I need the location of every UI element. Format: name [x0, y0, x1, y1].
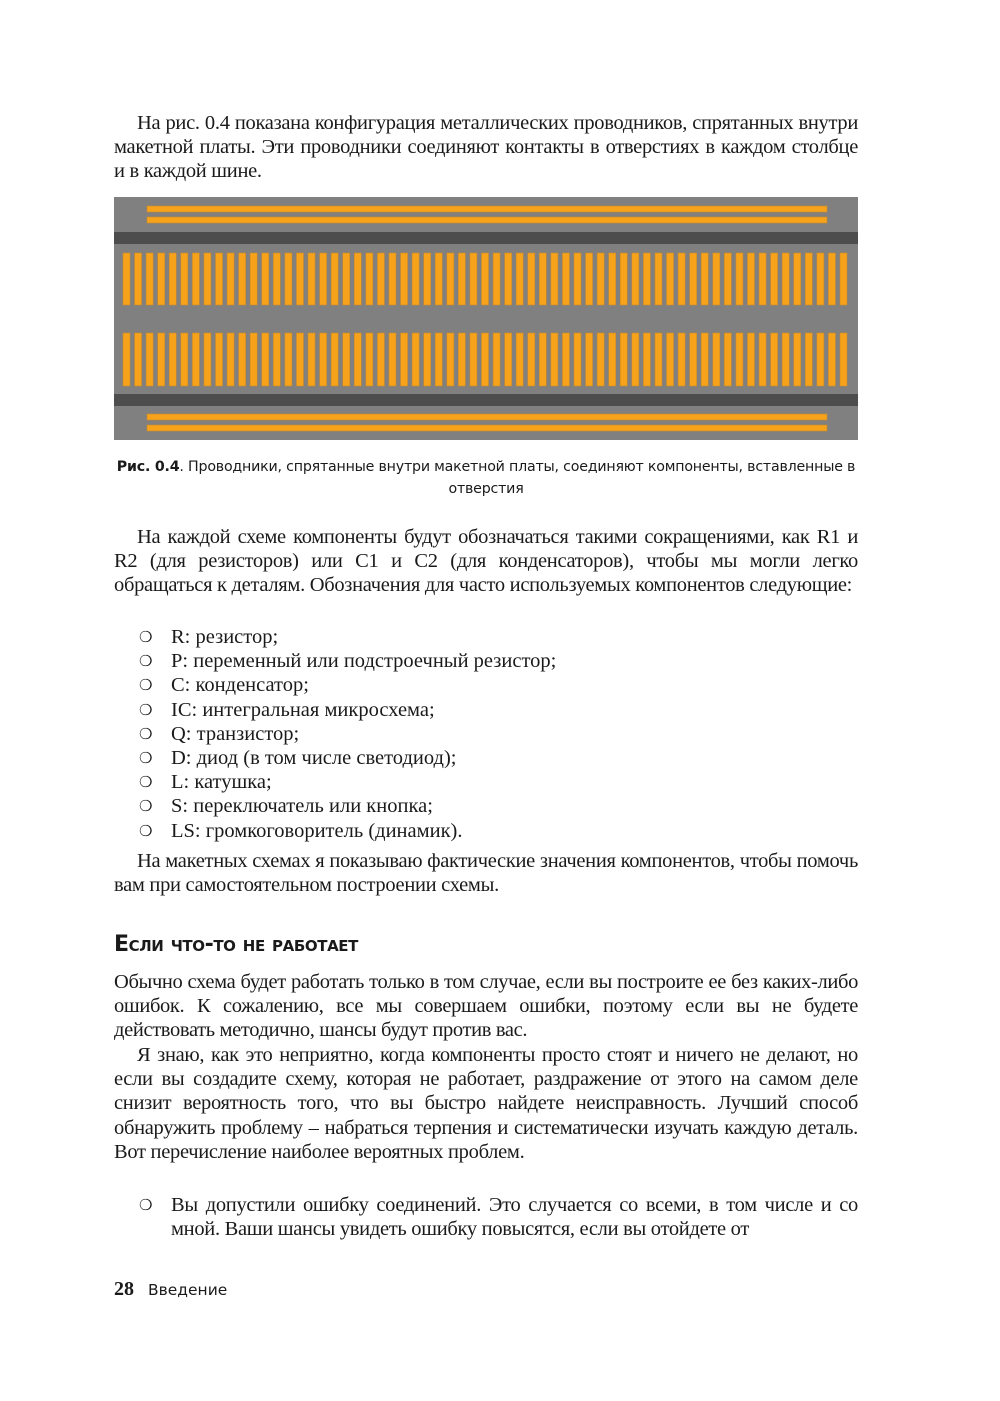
column-strip-upper [574, 253, 581, 305]
column-strip-lower [505, 333, 512, 386]
column-strip-lower [470, 333, 477, 386]
component-list-item-text: P: переменный или подстроечный резистор; [171, 650, 557, 673]
column-strip-lower [458, 333, 465, 386]
column-strip-lower [412, 333, 419, 386]
problem-list [114, 1193, 858, 1241]
column-strip-upper [701, 253, 708, 305]
column-strip-lower [204, 333, 211, 386]
component-list-item [114, 794, 858, 818]
column-strip-upper [447, 253, 454, 305]
power-rail-top [147, 217, 827, 223]
column-strip-lower [343, 333, 350, 386]
column-strip-upper [493, 253, 500, 305]
power-rail-bottom [147, 414, 827, 420]
column-strip-lower [216, 333, 223, 386]
column-strip-lower [724, 333, 731, 386]
column-strip-upper [216, 253, 223, 305]
column-strip-upper [412, 253, 419, 305]
column-strip-upper [817, 253, 824, 305]
column-strip-lower [262, 333, 269, 386]
page-number: 28 [114, 1278, 134, 1300]
column-strip-lower [574, 333, 581, 386]
column-strip-upper [828, 253, 835, 305]
column-strip-upper [192, 253, 199, 305]
circle-bullet-icon: ❍ [139, 821, 153, 840]
component-list-item [114, 722, 858, 746]
component-list-item-text: LS: громкоговоритель (динамик). [171, 819, 463, 842]
paragraph-troubleshoot-1: Обычно схема будет работать только в том случае, если вы построите ее без каких-либо ошибок. К сожалению, все мы совершаем ошибки, поэтому если вы не будете действовать методично, шансы будут против вас. [114, 971, 858, 1042]
circle-bullet-icon: ❍ [139, 700, 153, 719]
column-strip-lower [447, 333, 454, 386]
column-strip-upper [377, 253, 384, 305]
power-rail-top [147, 206, 827, 212]
breadboard-figure [114, 197, 858, 440]
column-strip-upper [551, 253, 558, 305]
column-strip-lower [828, 333, 835, 386]
column-strip-upper [458, 253, 465, 305]
column-strip-lower [146, 333, 153, 386]
column-strip-lower [586, 333, 593, 386]
running-section-title: Введение [148, 1281, 228, 1299]
column-strip-lower [562, 333, 569, 386]
column-strip-upper [632, 253, 639, 305]
column-strip-lower [736, 333, 743, 386]
column-strip-lower [285, 333, 292, 386]
column-strip-upper [169, 253, 176, 305]
column-strip-upper [655, 253, 662, 305]
column-strip-upper [273, 253, 280, 305]
paragraph-intro: На рис. 0.4 показана конфигурация металлических проводников, спрятанных внутри макетной платы. Эти проводники соединяют контакты в отверстиях в каждом столбце и в каждой шине. [114, 112, 858, 183]
column-strip-lower [493, 333, 500, 386]
column-strip-upper [505, 253, 512, 305]
column-strip-upper [713, 253, 720, 305]
column-strip-lower [331, 333, 338, 386]
column-strip-upper [516, 253, 523, 305]
column-strip-upper [285, 253, 292, 305]
column-strip-upper [389, 253, 396, 305]
figure-caption [114, 456, 858, 500]
column-strip-upper [296, 253, 303, 305]
circle-bullet-icon: ❍ [139, 773, 153, 792]
component-list-item-text: S: переключатель или кнопка; [171, 795, 433, 818]
column-strip-upper [227, 253, 234, 305]
circle-bullet-icon: ❍ [139, 1196, 153, 1214]
column-strip-upper [586, 253, 593, 305]
column-strip-upper [782, 253, 789, 305]
circle-bullet-icon: ❍ [139, 797, 153, 816]
column-strip-upper [794, 253, 801, 305]
column-strip-upper [620, 253, 627, 305]
column-strip-lower [250, 333, 257, 386]
column-strip-lower [239, 333, 246, 386]
column-strip-lower [794, 333, 801, 386]
column-strip-lower [805, 333, 812, 386]
component-list-item [114, 698, 858, 722]
column-strip-lower [551, 333, 558, 386]
breadboard-conductors-diagram [114, 197, 858, 440]
component-list-item-text: L: катушка; [171, 771, 272, 794]
column-strip-lower [747, 333, 754, 386]
column-strip-lower [667, 333, 674, 386]
column-strip-upper [597, 253, 604, 305]
column-strip-lower [308, 333, 315, 386]
component-list-item [114, 649, 858, 673]
divider-band-bottom [114, 394, 858, 406]
paragraph-designations: На каждой схеме компоненты будут обозначаться такими сокращениями, как R1 и R2 (для резисторов) или C1 и C2 (для конденсаторов), чтобы мы могли легко обращаться к деталям. Обозначения для часто используемых компонентов следующие: [114, 526, 858, 597]
column-strip-upper [123, 253, 130, 305]
column-strip-lower [655, 333, 662, 386]
column-strip-lower [181, 333, 188, 386]
column-strip-lower [713, 333, 720, 386]
column-strip-upper [736, 253, 743, 305]
component-list-item [114, 625, 858, 649]
component-list-item [114, 673, 858, 697]
column-strip-lower [678, 333, 685, 386]
column-strip-lower [620, 333, 627, 386]
component-list-item-text: Q: транзистор; [171, 722, 300, 745]
column-strip-lower [424, 333, 431, 386]
column-strip-upper [320, 253, 327, 305]
column-strip-lower [539, 333, 546, 386]
column-strip-lower [690, 333, 697, 386]
column-strip-upper [181, 253, 188, 305]
circle-bullet-icon: ❍ [139, 724, 153, 743]
component-list-item-text: IC: интегральная микросхема; [171, 698, 435, 721]
column-strip-lower [759, 333, 766, 386]
column-strip-upper [250, 253, 257, 305]
column-strip-lower [528, 333, 535, 386]
column-strip-upper [135, 253, 142, 305]
column-strip-upper [840, 253, 847, 305]
column-strip-upper [805, 253, 812, 305]
column-strip-lower [366, 333, 373, 386]
circle-bullet-icon: ❍ [139, 652, 153, 671]
column-strip-upper [239, 253, 246, 305]
problem-list-item [114, 1193, 858, 1241]
column-strip-upper [747, 253, 754, 305]
column-strip-upper [759, 253, 766, 305]
column-strip-upper [539, 253, 546, 305]
column-strip-upper [667, 253, 674, 305]
component-list-item-text: C: конденсатор; [171, 674, 309, 697]
column-strip-lower [273, 333, 280, 386]
column-strip-lower [643, 333, 650, 386]
column-strip-lower [840, 333, 847, 386]
column-strip-upper [678, 253, 685, 305]
figure-label: Рис. 0.4 [116, 459, 180, 475]
component-list-item [114, 746, 858, 770]
figure-caption-text: . Проводники, спрятанные внутри макетной платы, соединяют компоненты, вставленные в отверстия [179, 459, 856, 497]
column-strip-lower [192, 333, 199, 386]
column-strip-upper [204, 253, 211, 305]
column-strip-upper [528, 253, 535, 305]
column-strip-lower [632, 333, 639, 386]
problem-list-item-text: Вы допустили ошибку соединений. Это случается со всеми, в том числе и со мной. Ваши шансы увидеть ошибку повысятся, если вы отойдете от [171, 1194, 858, 1241]
column-strip-lower [135, 333, 142, 386]
column-strip-upper [343, 253, 350, 305]
column-strip-lower [597, 333, 604, 386]
column-strip-upper [401, 253, 408, 305]
column-strip-upper [366, 253, 373, 305]
column-strip-lower [701, 333, 708, 386]
section-heading: Если что-то не работает [114, 932, 358, 957]
power-rail-bottom [147, 425, 827, 431]
column-strip-lower [609, 333, 616, 386]
column-strip-lower [158, 333, 165, 386]
component-list [114, 625, 858, 843]
column-strip-upper [724, 253, 731, 305]
column-strip-upper [609, 253, 616, 305]
component-list-item-text: D: диод (в том числе светодиод); [171, 746, 457, 769]
column-strip-upper [308, 253, 315, 305]
component-list-item [114, 770, 858, 794]
paragraph-values-note: На макетных схемах я показываю фактические значения компонентов, чтобы помочь вам при самостоятельном построении схемы. [114, 850, 858, 897]
column-strip-lower [320, 333, 327, 386]
column-strip-upper [771, 253, 778, 305]
column-strip-upper [690, 253, 697, 305]
column-strip-lower [782, 333, 789, 386]
component-list-item [114, 819, 858, 843]
column-strip-upper [158, 253, 165, 305]
column-strip-upper [470, 253, 477, 305]
divider-band-top [114, 232, 858, 244]
column-strip-upper [331, 253, 338, 305]
circle-bullet-icon: ❍ [139, 628, 153, 646]
circle-bullet-icon: ❍ [139, 676, 153, 695]
column-strip-lower [354, 333, 361, 386]
column-strip-upper [354, 253, 361, 305]
paragraph-troubleshoot-2: Я знаю, как это неприятно, когда компоненты просто стоят и ничего не делают, но если вы создадите схему, которая не работает, раздражение от этого на самом деле снизит вероятность того, что вы быстро найдете неисправность. Лучший способ обнаружить проблему – набраться терпения и систематически изучать каждую деталь. Вот перечисление наиболее вероятных проблем. [114, 1044, 858, 1163]
column-strip-upper [424, 253, 431, 305]
circle-bullet-icon: ❍ [139, 748, 153, 767]
column-strip-upper [146, 253, 153, 305]
column-strip-lower [169, 333, 176, 386]
column-strip-lower [516, 333, 523, 386]
column-strip-lower [817, 333, 824, 386]
column-strip-lower [401, 333, 408, 386]
column-strip-lower [296, 333, 303, 386]
column-strip-lower [771, 333, 778, 386]
column-strip-upper [643, 253, 650, 305]
column-strip-lower [482, 333, 489, 386]
column-strip-upper [262, 253, 269, 305]
column-strip-upper [562, 253, 569, 305]
page-footer [114, 1278, 227, 1301]
column-strip-lower [123, 333, 130, 386]
column-strip-lower [389, 333, 396, 386]
component-list-item-text: R: резистор; [171, 626, 279, 648]
column-strip-lower [377, 333, 384, 386]
column-strip-upper [482, 253, 489, 305]
column-strip-lower [435, 333, 442, 386]
column-strip-lower [227, 333, 234, 386]
column-strip-upper [435, 253, 442, 305]
